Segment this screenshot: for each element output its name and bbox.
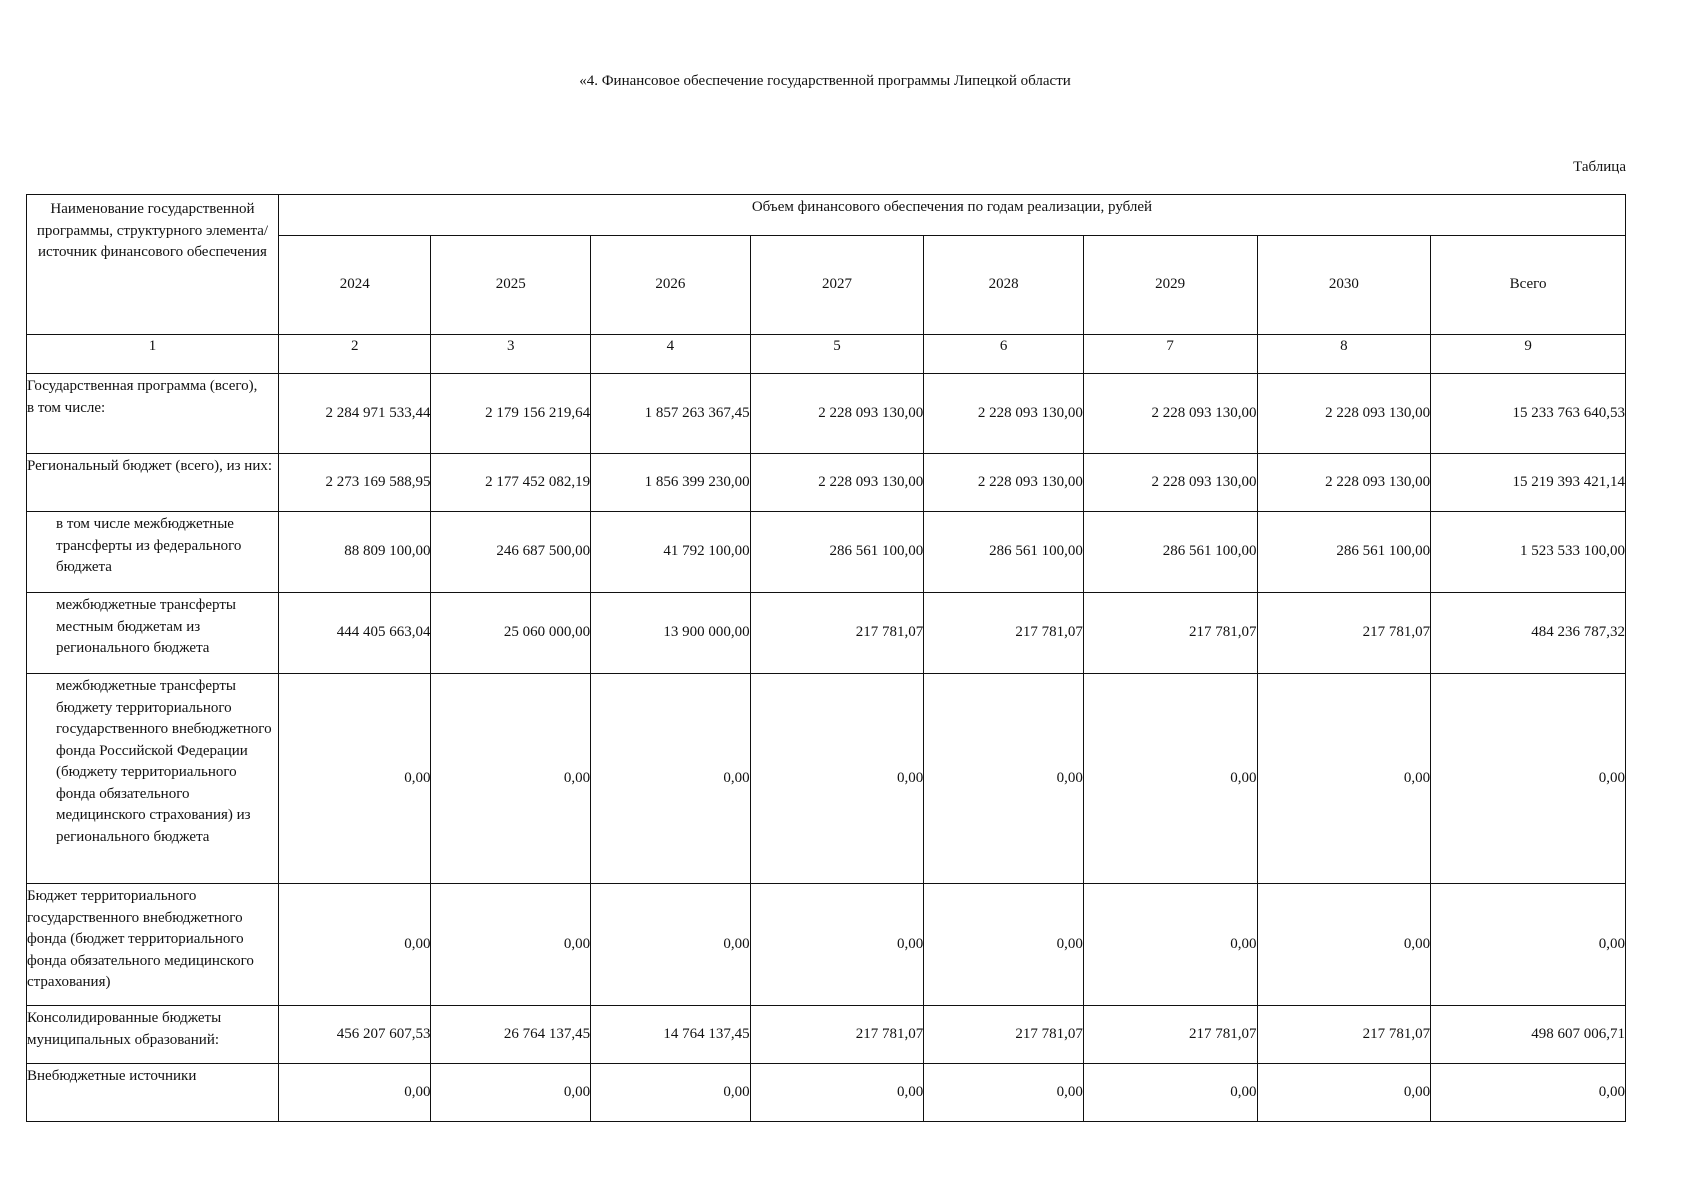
value-cell: 0,00 [1431,884,1626,1006]
header-year-2030: 2030 [1257,236,1431,335]
value-cell: 1 523 533 100,00 [1431,512,1626,593]
row-municipal-budgets [27,1006,1626,1064]
value-cell: 14 764 137,45 [591,1006,751,1064]
row-regional-budget [27,454,1626,512]
value-cell: 0,00 [1257,674,1431,884]
value-cell: 0,00 [431,674,591,884]
value-cell: 15 233 763 640,53 [1431,374,1626,454]
value-cell: 286 561 100,00 [924,512,1084,593]
value-cell: 217 781,07 [750,593,924,674]
header-year-2025: 2025 [431,236,591,335]
value-cell: 484 236 787,32 [1431,593,1626,674]
value-cell: 2 284 971 533,44 [278,374,431,454]
value-cell: 0,00 [1257,884,1431,1006]
value-cell: 0,00 [1257,1064,1431,1122]
value-cell: 0,00 [591,1064,751,1122]
value-cell: 2 228 093 130,00 [1257,374,1431,454]
column-number-row [27,335,1626,374]
value-cell: 444 405 663,04 [278,593,431,674]
row-label: в том числе межбюджетные трансферты из федерального бюджета [27,512,279,593]
row-local-transfers [27,593,1626,674]
row-label: Консолидированные бюджеты муниципальных образований: [27,1006,279,1064]
row-label: Региональный бюджет (всего), из них: [27,454,279,512]
value-cell: 0,00 [924,674,1084,884]
row-territorial-fund-budget [27,884,1626,1006]
value-cell: 286 561 100,00 [750,512,924,593]
value-cell: 2 228 093 130,00 [750,374,924,454]
row-federal-transfers [27,512,1626,593]
header-year-2026: 2026 [591,236,751,335]
value-cell: 88 809 100,00 [278,512,431,593]
header-total: Всего [1431,236,1626,335]
row-label: Государственная программа (всего), в том числе: [27,374,279,454]
value-cell: 217 781,07 [1257,593,1431,674]
row-program-total [27,374,1626,454]
column-number: 7 [1083,335,1257,374]
value-cell: 2 228 093 130,00 [924,374,1084,454]
value-cell: 2 228 093 130,00 [924,454,1084,512]
value-cell: 1 856 399 230,00 [591,454,751,512]
row-extrabudgetary-sources [27,1064,1626,1122]
value-cell: 246 687 500,00 [431,512,591,593]
value-cell: 0,00 [924,1064,1084,1122]
value-cell: 41 792 100,00 [591,512,751,593]
value-cell: 217 781,07 [924,1006,1084,1064]
header-name-column: Наименование государственной программы, структурного элемента/источник финансового обеспечения [27,195,279,335]
value-cell: 217 781,07 [924,593,1084,674]
value-cell: 0,00 [1083,1064,1257,1122]
header-row-group [27,195,1626,236]
value-cell: 2 179 156 219,64 [431,374,591,454]
value-cell: 217 781,07 [1083,1006,1257,1064]
value-cell: 15 219 393 421,14 [1431,454,1626,512]
value-cell: 2 228 093 130,00 [1083,454,1257,512]
table-label: Таблица [1573,159,1626,175]
row-label: межбюджетные трансферты бюджету территориального государственного внебюджетного фонда Российской Федерации (бюджету территориального фонда обязательного медицинского страхования) из регионального бюджета [27,674,279,884]
column-number: 4 [591,335,751,374]
document-title: «4. Финансовое обеспечение государственной программы Липецкой области [579,73,1071,89]
value-cell: 0,00 [591,674,751,884]
value-cell: 0,00 [750,1064,924,1122]
header-year-2027: 2027 [750,236,924,335]
value-cell: 0,00 [278,884,431,1006]
header-funding-group: Объем финансового обеспечения по годам реализации, рублей [278,195,1625,236]
value-cell: 217 781,07 [1083,593,1257,674]
value-cell: 0,00 [924,884,1084,1006]
financing-table [26,194,1626,1122]
row-label: Внебюджетные источники [27,1064,279,1122]
value-cell: 286 561 100,00 [1083,512,1257,593]
value-cell: 0,00 [1083,674,1257,884]
column-number: 1 [27,335,279,374]
column-number: 9 [1431,335,1626,374]
value-cell: 0,00 [1431,1064,1626,1122]
value-cell: 0,00 [431,1064,591,1122]
header-year-2028: 2028 [924,236,1084,335]
value-cell: 217 781,07 [750,1006,924,1064]
value-cell: 0,00 [278,1064,431,1122]
row-fund-transfers [27,674,1626,884]
value-cell: 0,00 [431,884,591,1006]
value-cell: 13 900 000,00 [591,593,751,674]
header-year-2029: 2029 [1083,236,1257,335]
column-number: 3 [431,335,591,374]
column-number: 2 [278,335,431,374]
value-cell: 0,00 [750,674,924,884]
value-cell: 498 607 006,71 [1431,1006,1626,1064]
value-cell: 0,00 [1431,674,1626,884]
column-number: 5 [750,335,924,374]
value-cell: 286 561 100,00 [1257,512,1431,593]
value-cell: 0,00 [591,884,751,1006]
row-label: межбюджетные трансферты местным бюджетам из регионального бюджета [27,593,279,674]
header-year-2024: 2024 [278,236,431,335]
value-cell: 2 228 093 130,00 [1083,374,1257,454]
value-cell: 2 177 452 082,19 [431,454,591,512]
value-cell: 2 228 093 130,00 [1257,454,1431,512]
column-number: 8 [1257,335,1431,374]
value-cell: 26 764 137,45 [431,1006,591,1064]
value-cell: 2 273 169 588,95 [278,454,431,512]
value-cell: 2 228 093 130,00 [750,454,924,512]
value-cell: 1 857 263 367,45 [591,374,751,454]
row-label: Бюджет территориального государственного внебюджетного фонда (бюджет территориального фонда обязательного медицинского страхования) [27,884,279,1006]
value-cell: 217 781,07 [1257,1006,1431,1064]
value-cell: 0,00 [278,674,431,884]
column-number: 6 [924,335,1084,374]
value-cell: 456 207 607,53 [278,1006,431,1064]
value-cell: 0,00 [750,884,924,1006]
value-cell: 0,00 [1083,884,1257,1006]
value-cell: 25 060 000,00 [431,593,591,674]
